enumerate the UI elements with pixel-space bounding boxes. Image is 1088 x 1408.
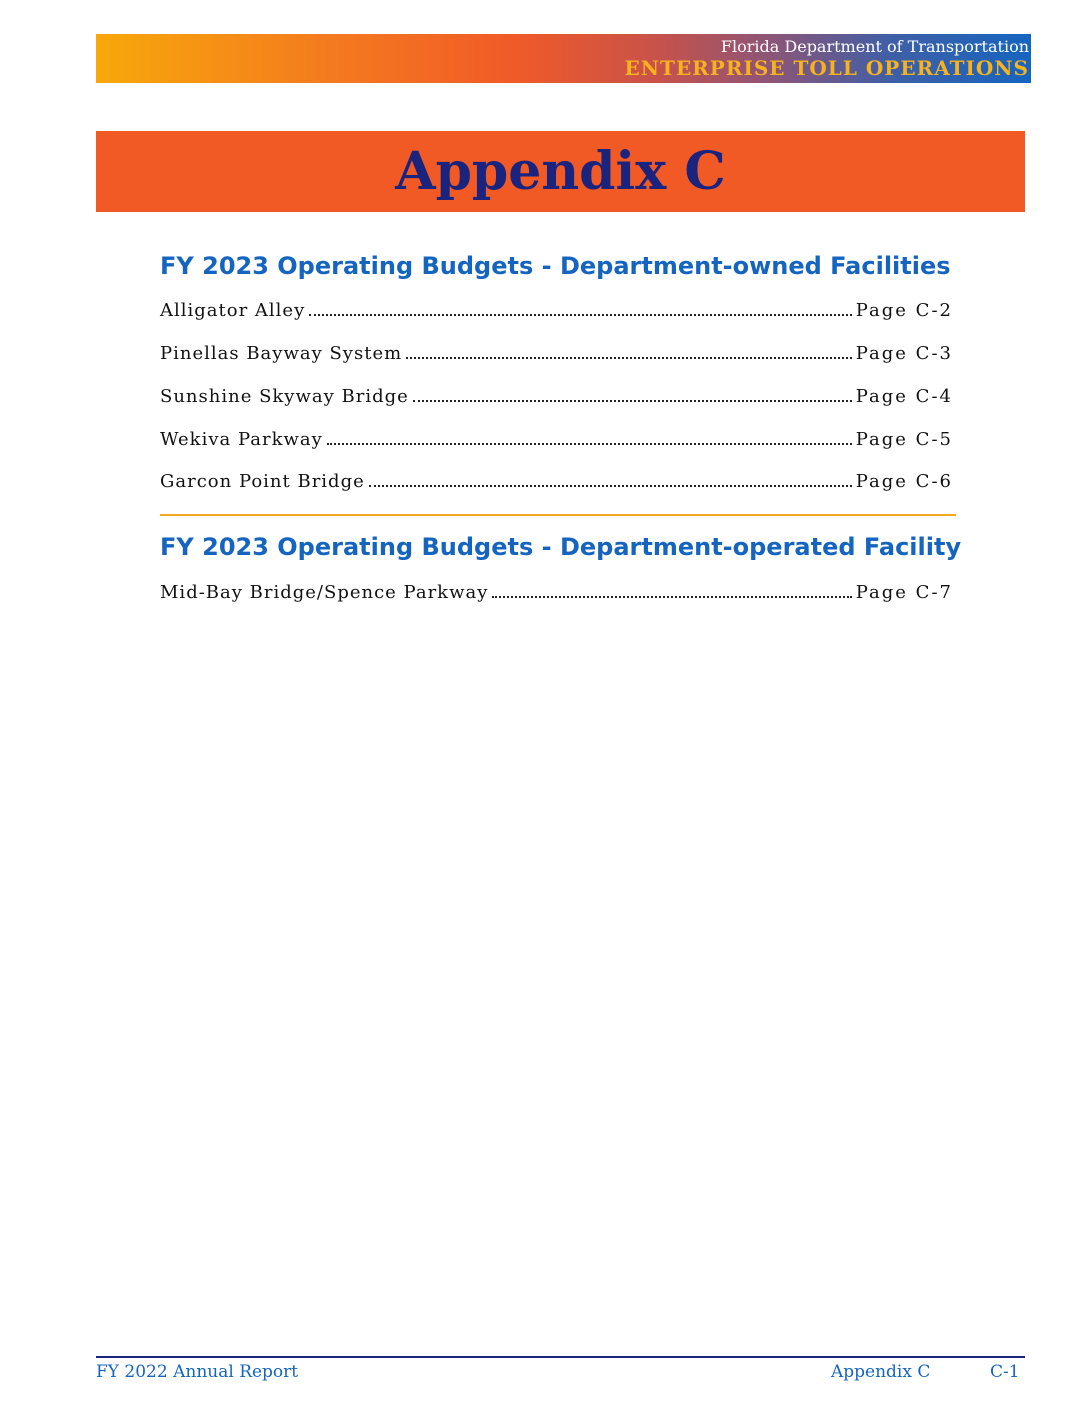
toc-entry-sunshine-skyway[interactable]: [160, 386, 953, 410]
toc-entry-label: Garcon Point Bridge: [160, 471, 365, 492]
toc-entry-page: Page C-5: [855, 429, 953, 450]
header-banner: [96, 34, 1031, 83]
footer-page-number: C-1: [990, 1362, 1020, 1382]
title-banner: [96, 131, 1025, 212]
toc-leader-dots: [309, 300, 851, 316]
section-heading-owned: FY 2023 Operating Budgets - Department-owned Facilities: [160, 252, 951, 280]
footer-section-name: Appendix C: [831, 1362, 931, 1382]
toc-entry-page: Page C-4: [855, 386, 953, 407]
section-heading-operated: FY 2023 Operating Budgets - Department-operated Facility: [160, 533, 962, 561]
toc-entry-page: Page C-7: [855, 582, 953, 603]
toc-entry-alligator-alley[interactable]: [160, 300, 953, 324]
toc-entry-label: Pinellas Bayway System: [160, 343, 403, 364]
footer-rule: [96, 1356, 1025, 1358]
footer-report-title: FY 2022 Annual Report: [96, 1362, 299, 1382]
toc-entry-label: Mid-Bay Bridge/Spence Parkway: [160, 582, 489, 603]
toc-entry-wekiva-parkway[interactable]: [160, 429, 953, 453]
page-title: Appendix C: [395, 141, 726, 202]
toc-entry-pinellas-bayway[interactable]: [160, 343, 953, 367]
toc-entry-label: Wekiva Parkway: [160, 429, 323, 450]
toc-entry-page: Page C-3: [855, 343, 953, 364]
toc-leader-dots: [327, 429, 852, 445]
section-divider: [160, 514, 956, 516]
toc-entry-page: Page C-2: [855, 300, 953, 321]
toc-leader-dots: [492, 582, 851, 598]
toc-entry-page: Page C-6: [855, 471, 953, 492]
toc-entry-label: Sunshine Skyway Bridge: [160, 386, 409, 407]
toc-leader-dots: [413, 386, 852, 402]
toc-entry-label: Alligator Alley: [160, 300, 306, 321]
toc-leader-dots: [369, 471, 852, 487]
toc-leader-dots: [406, 343, 852, 359]
toc-entry-garcon-point[interactable]: [160, 471, 953, 495]
header-agency-name: Florida Department of Transportation: [720, 37, 1029, 56]
header-division-name: ENTERPRISE TOLL OPERATIONS: [624, 56, 1029, 80]
toc-entry-mid-bay-bridge[interactable]: [160, 582, 953, 606]
